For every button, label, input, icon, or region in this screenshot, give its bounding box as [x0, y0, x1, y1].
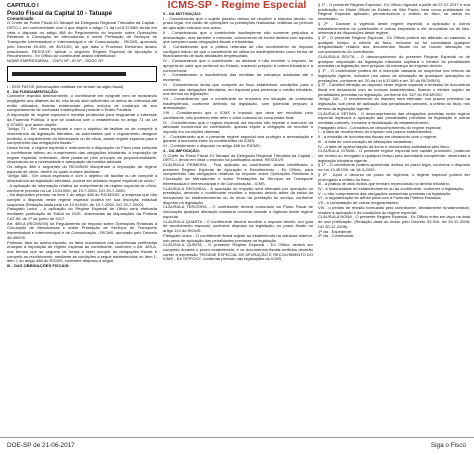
redaction-bar	[12, 72, 126, 76]
paragraph: II - Considerando que o contribuinte inadimplente não somente prejudica a arrecadação, mas também o mercado, concorrendo de forma desleal com aqueles que cumprem suas obrigações fiscais e tributárias;	[163, 29, 313, 45]
list-item: 1ª via - Expedente;	[318, 228, 353, 234]
paragraph: § 2º - Constitui infração ao disposto neste regime especial a emissão de documento fiscal em desacordo com as normas estabelecidas, ficando o infrator sujeito às penalidades previstas na legislação, conforme Art. 527 do RICMS/00.	[318, 82, 470, 97]
list-item: I - a falta de recolhimento do imposto nos prazos estabelecidos;	[318, 129, 433, 135]
section-heading: 3 - DA MOTIVAÇÃO:	[163, 12, 202, 16]
paragraph: CLÁUSULA QUARTA - O contribuinte deverá recolher o imposto devido, em guia de recolhimento especial, conforme disposto na legislação, no prazo fixado no artigo 114 do RICMS.	[163, 218, 313, 234]
paragraph: § 2º - Após o decurso do prazo de vigência, o regime especial poderá ser prorrogado a critério do fisco.	[318, 171, 470, 182]
paragraph: V - Considerando a insuficiência das medidas de cobrança adotadas até o momento;	[163, 72, 313, 83]
paragraph: § 2º - Durante a vigência deste regime especial, a aplicação a outros estabelecimentos do contribuinte e outras empresas a ele vinculadas ou de fato, observará as disposições deste regime.	[318, 20, 470, 36]
paragraph: III - Considerando que a prática reiterada de não recolhimento do imposto configura indício de que o contribuinte se utiliza do inadimplemento como forma de financiamento de suas atividades empresariais;	[163, 44, 313, 59]
paragraph: I - DOS FATOS (Informações omitidas em virtude do sigilo fiscal)	[7, 83, 124, 89]
paragraph: IV - Considerando que o contribuinte, ao declarar e não recolher o imposto, se apropria de valor que pertence ao Estado, trazendo prejuízo à ordem tributária e à concorrência;	[163, 58, 313, 73]
section-heading: 4 - DA IMPOSIÇÃO:	[163, 147, 201, 153]
paragraph: - A aplicação de informação relativa ao cumprimento de regime especial de ofício, conforme previsto na Lei 10.619/00, de 19-7-2000, DO 20-7-2000;	[7, 182, 157, 193]
banner-title: ICMS-SP - Regime Especial	[167, 0, 307, 11]
footer-divider	[0, 437, 474, 438]
comunicado-heading: Comunicado	[7, 15, 34, 21]
paragraph: O Chefe do Posto Fiscal 10-Tatuapé da Delegacia Regional Tributária da Capital - DRTC-I, tendo em vista o exposto na justificativa acima, RESOLVE:	[163, 152, 313, 163]
list-item: III - a falta de comunicação de alterações cadastrais;	[318, 138, 413, 144]
list-item: III - a prática de atos ilícitos que tenham repercussão no âmbito tributário;	[318, 181, 451, 187]
chapter-heading: CAPÍTULO I	[7, 3, 39, 9]
paragraph: O Chefe do Posto Fiscal-10-Tatuapé da Delegacia Regional Tributária da Capital - DRTC-I, em conformidade com o que dispõe o artigo 71 da Lei 6.374/89, tendo em vista o disposto no artigo 488 do Regulamento do Imposto sobre Operações Relativas à Circulação de Mercadorias e sobre Prestação de Serviços de Transporte Interestadual e Intermunicipal e de Comunicação - RICMS, aprovado pelo Decreto 45.490, de 30/11/00, de que trata o Processo Eletrônico abaixo relacionado, RESOLVE: aplicar o seguinte Regime Especial de Apuração e Recolhimento - Ex Officio ao contribuinte abaixo identificado:	[7, 20, 157, 59]
paragraph: VI - Considerando ainda que compete ao fisco estabelecer condições para o controle das obrigações tributárias, em especial para preservar o crédito tributário, nos termos da legislação;	[163, 81, 313, 97]
paragraph: "Artigo 118 - O recolhimento do imposto será efetuado nos prazos previstos na legislação, sob pena de aplicação das penalidades cabíveis, a critério do fisco, nos termos da legislação vigente."	[318, 96, 470, 111]
paragraph: VIII - Considerando que o ICMS é imposto que deve ser recolhido pelo contribuinte, não podendo este reter o valor cobrado do consumidor final;	[163, 110, 313, 120]
list-item: IV - a inidoneidade do estabelecimento ou do contribuinte, conforme a legislação;	[318, 186, 465, 192]
list-item: VIII - o pedido de revisão formulado pelo contribuinte, devidamente fundamentado, relativo à aplicação e às condições do regime especial;	[318, 204, 470, 215]
paragraph: A imposição de regime especial é medida prudencial para resguardar o interesse da Fazenda Pública, o que se coaduna com o estabelecido no artigo 71 da Lei 6.374/89, que assim dispõe:	[7, 112, 157, 127]
list-item: II - a emissão de documentos fiscais em desacordo com o regime;	[318, 134, 437, 140]
paragraph: § 1º - O contribuinte poderá ter a inscrição cassada ou suspensa nos termos da legislação vigente, inclusive nos casos de simulação de quaisquer operações ou prestações, conforme art. 20 da Lei 6.374/89 e art. 30 do RICMS/00.	[318, 68, 470, 83]
paragraph: Os artigos 488 e seguintes do RICMS/00 disciplinam a imposição de regime especial de ofício, dentre os quais cumpre destacar:	[7, 164, 157, 174]
paragraph: Portanto, face ao acima exposto, os fatos reclamados nas ocorrências verificadas ensejam a imposição de regime especial ao contribuinte, conforme o Art. 489-A, nos termos que se seguem de forma a fazer cumprir as obrigações fiscais e compelir ao recolhimento, mediante as condições a seguir estabelecidas no Item 1, item I, do artigo 488 do RICMS, conforme disposto a seguir.	[7, 239, 157, 264]
nome-empresarial-label: NOME EMPRESARIAL - CNPJ Nº - IE Nº - GDOC Nº:	[7, 58, 104, 64]
section-heading: II - DA FUNDAMENTAÇÃO:	[7, 88, 59, 94]
paragraph: CLÁUSULA SEGUNDA - A apuração do imposto será efetuada por operação ou prestação, devendo o contribuinte recolher o imposto devido antes da saída da mercadoria do estabelecimento ou do início da prestação do serviço, conforme disposto na legislação.	[163, 185, 313, 205]
paragraph: Parágrafo único - A aplicação do Regime Especial de Ofício será efetivada mediante publicação de Edital no DOE, observadas as disposições da Portaria CAT-59, de 1º de junho de 2017.	[7, 206, 157, 221]
column-left	[7, 3, 157, 432]
paragraph: Parágrafo único - O contribuinte ficará sujeito ao estabelecido na cláusula anterior, sob pena de aplicação das penalidades previstas na legislação.	[163, 232, 313, 243]
section-heading: III - DAS OBRIGAÇÕES FISCAIS:	[7, 263, 70, 269]
paragraph: XI - Considerando o disposto no artigo 488 do RICMS;	[163, 143, 261, 149]
paragraph: VII - Considerando que o contribuinte se encontra em situação de contumaz inadimplência, conforme definido na legislação, com potencial prejuízo à arrecadação;	[163, 95, 313, 111]
paragraph: Desta forma, o regime especial é instrumento à disposição do Fisco para compelir o contribuinte faltoso ao cumprimento das obrigações tributárias. A imposição de regime especial, entretanto, deve pautar-se pelo princípio da proporcionalidade, observando-se a necessidade e adequação da medida adotada.	[7, 145, 157, 165]
posto-title: Posto Fiscal da Capital 10 - Tatuapé	[7, 9, 113, 17]
paragraph: CLÁUSULA SÉTIMA - O descumprimento das obrigações previstas neste regime especial implicará a aplicação das penalidades previstas na legislação e outras medidas cabíveis, inclusive a fiscalização do estabelecimento.	[318, 110, 470, 125]
paragraph: Parágrafo único - Considera-se descumprimento do regime especial:	[318, 124, 442, 130]
redacted-box	[7, 66, 157, 82]
paragraph: - Há dispositivo previsto na Item 1 do artigo 488 do RICMS/00, a empresa que não cumprir o disposto neste regime especial poderá ter sua inscrição estadual suspensa (Redação dada pela Lei 10.619/00, de 19-7-2000, DO 20-7-2000).	[7, 192, 157, 207]
paragraph: CLÁUSULA NONA - O presente Regime Especial - Ex Officio entra em vigor na data de sua publicação. (Redação dada ao inciso pelo Decreto 53.916, de 29-12-2008; DO 30-12-2008).	[318, 214, 470, 229]
list-item: V - o não cumprimento das obrigações acessórias previstas na legislação;	[318, 190, 452, 196]
paragraph: CLÁUSULA QUINTA - O presente Regime Especial - Ex Officio deverá ser cumprido durante o prazo estabelecido, e os documentos fiscais emitidos deverão conter a expressão "REGIME ESPECIAL DE APURAÇÃO E RECOLHIMENTO DO ICMS - EX OFFICIO", conforme previsto nas legislações do ICMS.	[163, 242, 313, 262]
paragraph: "Artigo 71 - Em casos especiais e com o objetivo de facilitar ou de compelir à observância da legislação tributária, as autoridades que o regulamento designar poderão, a requerimento do interessado ou de ofício, adotar regime especial para o cumprimento das obrigações fiscais."	[7, 126, 157, 146]
paragraph: § 1º - O contribuinte poderá apresentar defesa no prazo legal, conforme o disposto na Lei 13.457/09, de 18-3-2009.	[318, 162, 470, 173]
column-middle	[163, 12, 313, 432]
list-item: IV - a falta de apresentação de livros e documentos solicitados pelo fisco;	[318, 143, 450, 149]
list-item: VII - a constatação de outras irregularidades;	[318, 200, 399, 206]
footer-brand: Siga o Fisco	[430, 442, 466, 449]
paragraph: I - Considerando que o sujeito passivo deixou de recolher o imposto devido, no prazo legal, em razão de operações ou prestações realizadas, relativas ao período de apuração indicado nos autos;	[163, 15, 313, 31]
paragraph: CLÁUSULA SEXTA - O descumprimento do presente Regime Especial ou de qualquer disposição da legislação tributária sujeitará o infrator às penalidades previstas na legislação, sem prejuízo da cobrança do imposto devido.	[318, 53, 470, 69]
paragraph: X - Considerando que o presente regime especial visa proteger a arrecadação e garantir a isonomia entre os contribuintes do ICMS;	[163, 133, 313, 144]
paragraph: CLÁUSULA TERCEIRA - O contribuinte deverá comunicar ao Posto Fiscal de vinculação qualquer alteração cadastral ocorrida durante a vigência deste regime especial.	[163, 204, 313, 219]
paragraph: Conforme exposto anteriormente, o contribuinte em epígrafe vem se mostrando negligente aos ditames da lei, não tendo sido suficientes os meios de cobrança até então utilizados, ficando evidenciado pelos indícios de mudança de seu comportamento de contumaz inadimplência perante o Erário Paulista.	[7, 93, 157, 113]
paragraph: "Artigo 488 - Em casos especiais e com o objetivo de facilitar ou de compelir à observância da legislação tributária, poderá ser adotado regime especial de ofício."	[7, 173, 157, 184]
paragraph: CLÁUSULA PRIMEIRA - Fica aplicado ao contribuinte acima identificado o presente Regime Especial de Apuração e Recolhimento - Ex Officio, para cumprimento das obrigações relativas ao Imposto sobre Operações Relativas à Circulação de Mercadorias e sobre Prestações de Serviços de Transporte Interestadual e Intermunicipal e de Comunicação - ICMS.	[163, 162, 313, 186]
paragraph: Art. 489-A (RICMS/00) do Regulamento do Imposto sobre Operações Relativas à Circulação de Mercadorias e sobre Prestação de Serviços de Transporte Interestadual e Intermunicipal e de Comunicação - RICMS, aprovado pelo Decreto 45.490/00.	[7, 220, 157, 240]
footer-source: DOE-SP de 21-06-2017	[7, 442, 75, 449]
paragraph: IX - Considerando que o regime especial ora imposto não impede o exercício da atividade econômica do contribuinte, apenas impõe a obrigação de recolher o imposto em condições distintas;	[163, 119, 313, 134]
list-item: 2ª via - Contribuinte.	[318, 233, 355, 239]
paragraph: § 3º - O presente Regime Especial - Ex Officio poderá ser alterado ou cassado, a qualquer tempo, a critério do fisco, inclusive se for constatada qualquer irregularidade relativa aos documentos fiscais ou se houver alteração no comportamento do contribuinte.	[318, 35, 470, 55]
paragraph: CLÁUSULA OITAVA - O presente regime especial tem caráter provisório, podendo ser revisto ou revogado a qualquer tempo pela autoridade competente, observada a legislação tributária vigente.	[318, 148, 470, 163]
paragraph: § 1º - O presente Regime Especial - Ex Officio vigorará a partir de 07-07-2017 e sua publicação no Diário Oficial do Estado de São Paulo, bem como publicidade do Regime Especial aplicado, permanecendo o critério do fisco, se assim for necessário.	[318, 3, 470, 22]
column-right	[318, 3, 470, 432]
list-item: VI - a regularização do débito para com a Fazenda Pública Estadual;	[318, 195, 442, 201]
